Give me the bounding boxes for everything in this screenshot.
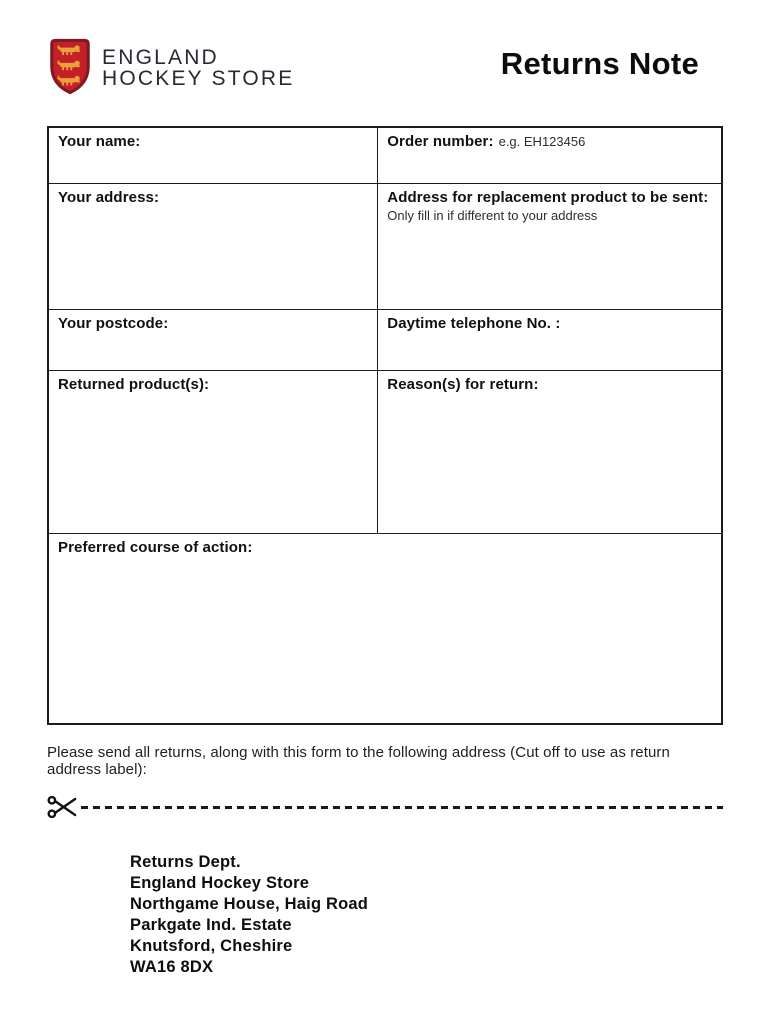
send-returns-instructions: Please send all returns, along with this form to the following address (Cut off to use as return address label): — [47, 744, 670, 778]
your-postcode-label: Your postcode: — [58, 315, 169, 332]
logo-wordmark — [102, 45, 295, 89]
replacement-address-label: Address for replacement product to be sent: — [387, 189, 709, 206]
your-address-cell[interactable] — [49, 184, 378, 310]
your-name-label: Your name: — [58, 133, 141, 150]
order-number-hint: e.g. EH123456 — [498, 134, 586, 149]
england-hockey-store-logo — [47, 38, 295, 95]
return-address-line: Returns Dept. — [130, 853, 241, 871]
returns-form-table — [47, 126, 723, 725]
dashed-cut-line — [81, 806, 723, 809]
page-header — [47, 38, 723, 95]
return-address-line: Parkgate Ind. Estate — [130, 916, 292, 934]
order-number-cell[interactable] — [378, 128, 721, 184]
replacement-address-cell[interactable] — [378, 184, 721, 310]
scissors-icon — [47, 795, 77, 819]
shield-lions-icon — [47, 38, 93, 95]
order-number-label: Order number: — [387, 133, 494, 150]
return-address-line: Northgame House, Haig Road — [130, 895, 369, 913]
return-address-line: WA16 8DX — [130, 958, 214, 976]
preferred-action-label: Preferred course of action: — [58, 539, 253, 556]
returned-products-cell[interactable] — [49, 371, 378, 534]
returned-products-label: Returned product(s): — [58, 376, 210, 393]
daytime-telephone-cell[interactable] — [378, 310, 721, 371]
your-name-cell[interactable] — [49, 128, 378, 184]
return-reason-label: Reason(s) for return: — [387, 376, 539, 393]
daytime-telephone-label: Daytime telephone No. : — [387, 315, 561, 332]
return-reason-cell[interactable] — [378, 371, 721, 534]
your-address-label: Your address: — [58, 189, 160, 206]
return-address-block — [130, 852, 723, 978]
return-address-line: England Hockey Store — [130, 874, 310, 892]
replacement-address-hint: Only fill in if different to your address — [387, 208, 598, 223]
return-address-line: Knutsford, Cheshire — [130, 937, 293, 955]
preferred-action-cell[interactable] — [49, 534, 721, 723]
page-title: Returns Note — [500, 46, 699, 81]
logo-line1: ENGLAND — [102, 45, 219, 69]
your-postcode-cell[interactable] — [49, 310, 378, 371]
logo-line2: HOCKEY STORE — [102, 66, 295, 90]
cut-line — [47, 795, 723, 819]
